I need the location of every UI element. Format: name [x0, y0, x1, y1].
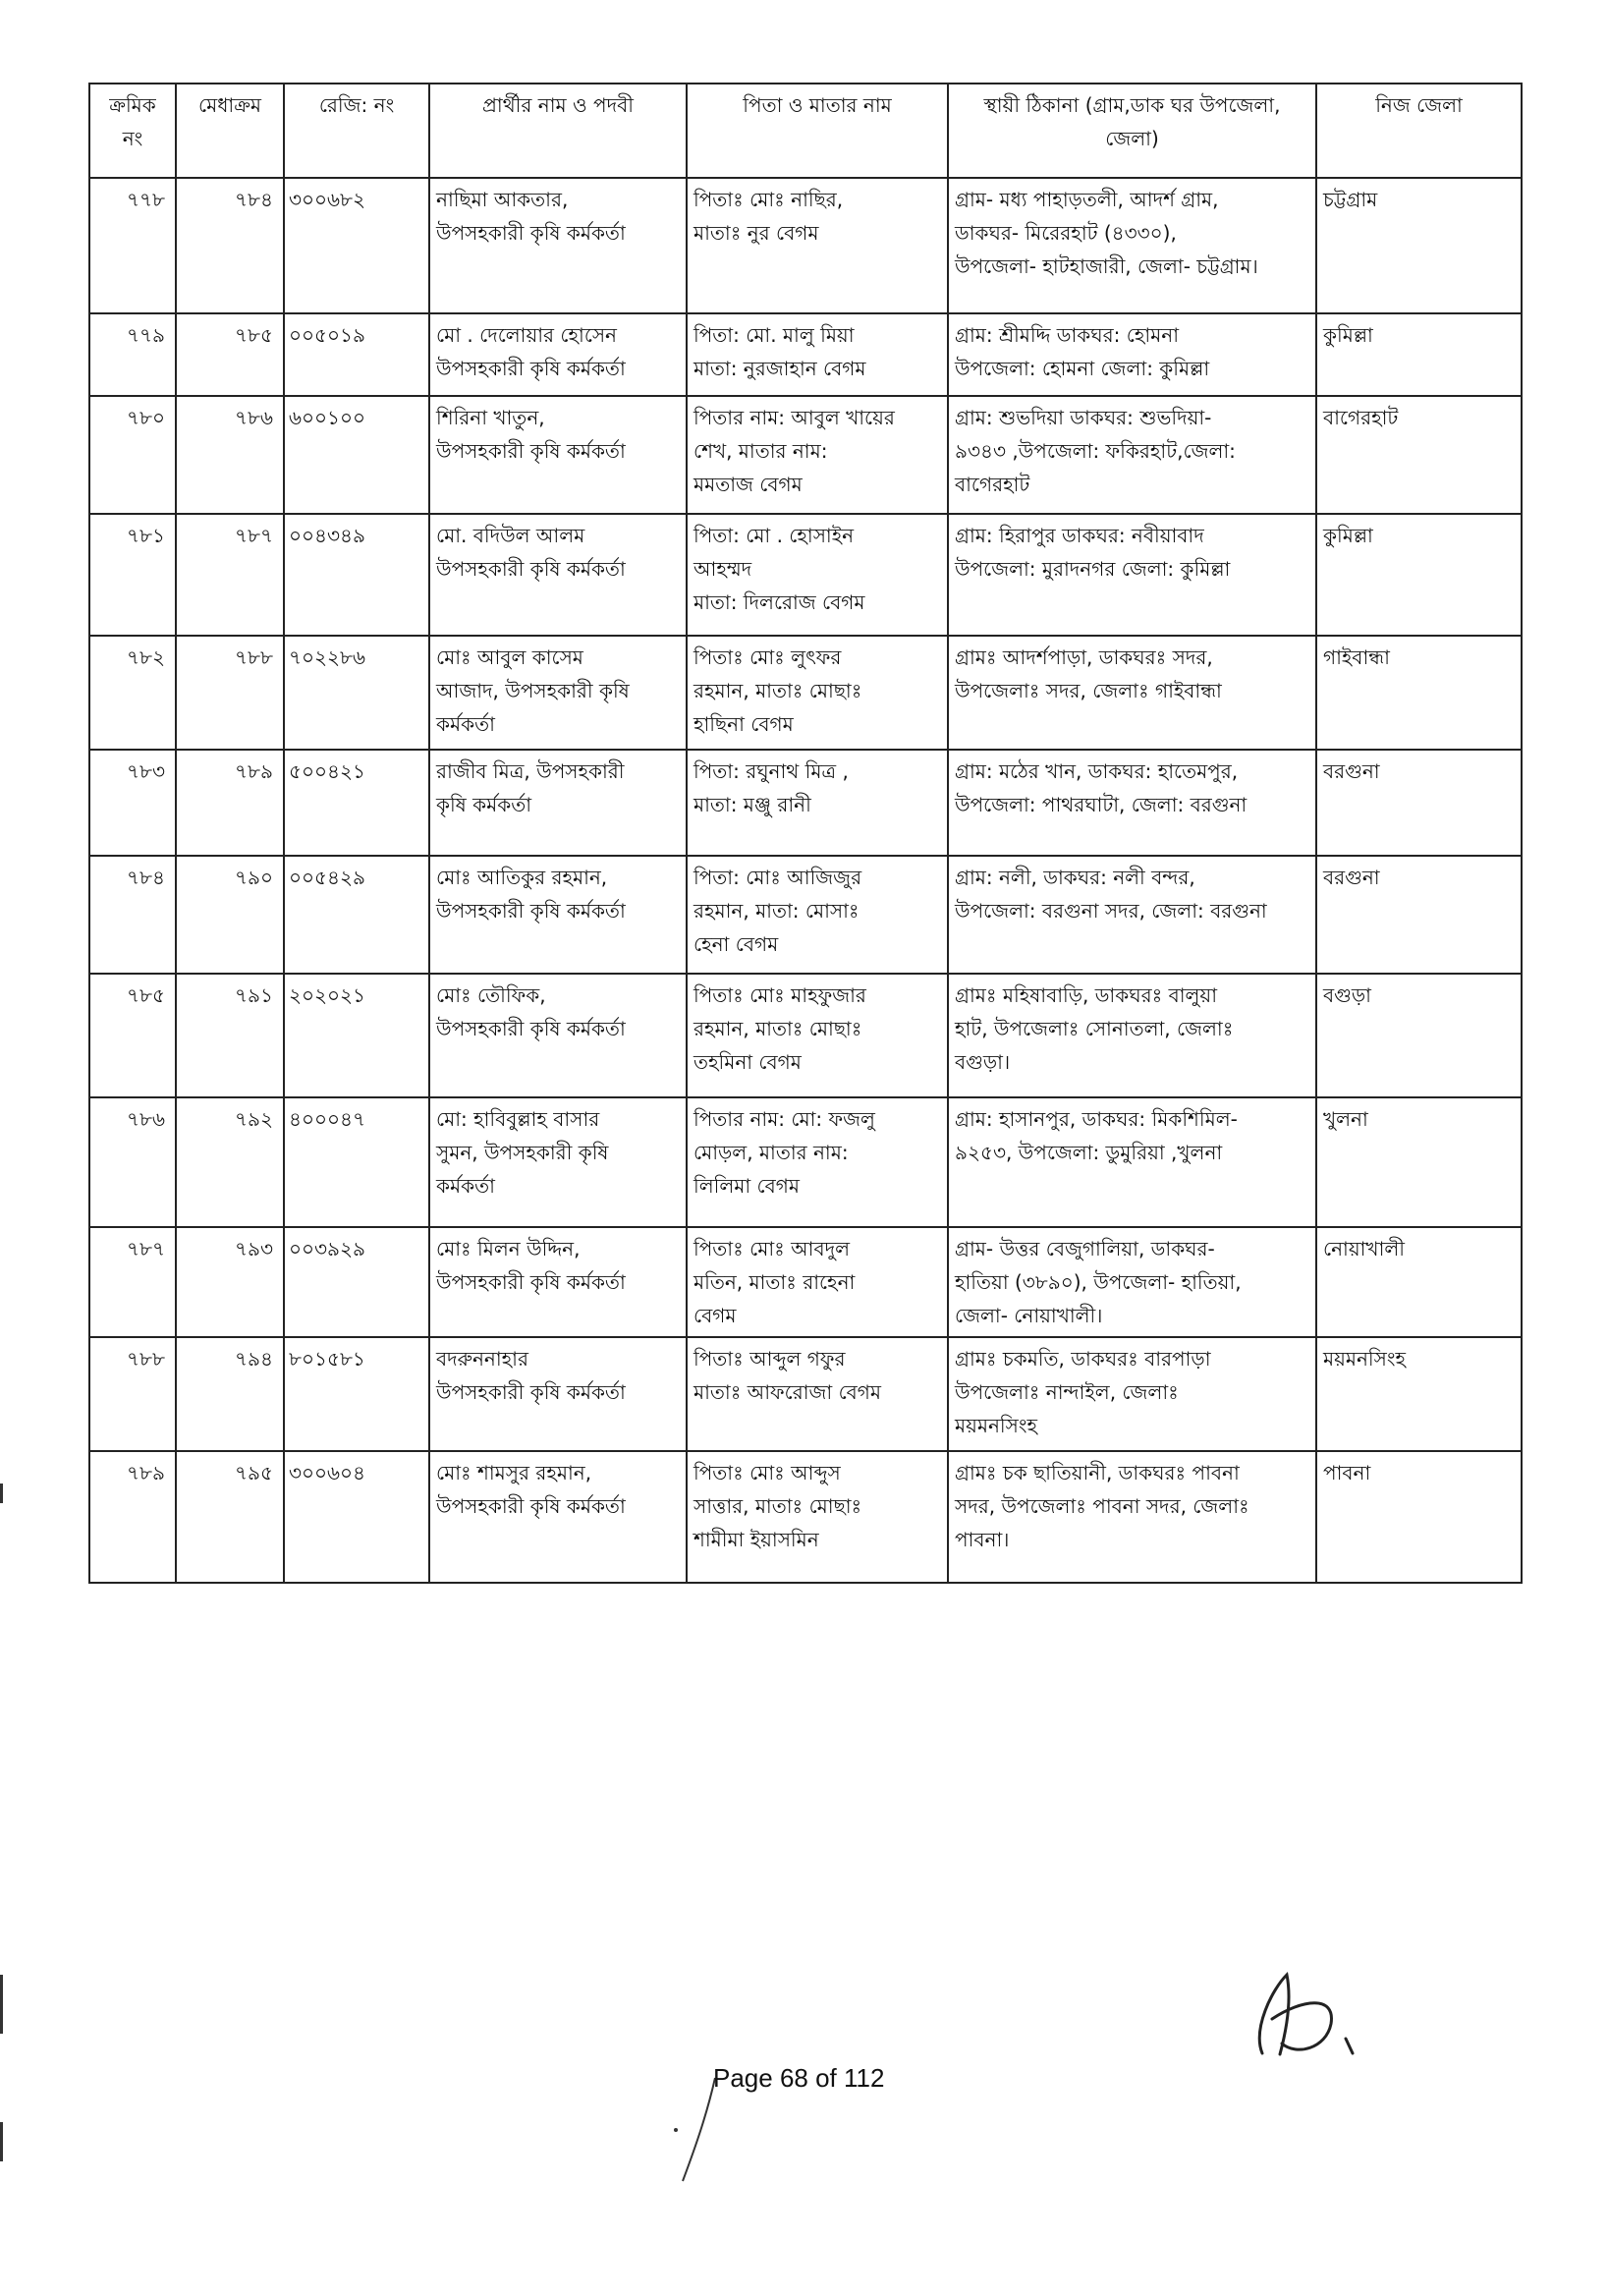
candidate-table: [88, 83, 1523, 1584]
cell-name: মোঃ আবুল কাসেম আজাদ, উপসহকারী কৃষি কর্মকর্তা: [429, 636, 687, 750]
header-merit: মেধাক্রম: [176, 84, 284, 178]
cell-merit: ৭৮৫: [176, 313, 284, 396]
cell-address: গ্রামঃ চকমতি, ডাকঘরঃ বারপাড়া উপজেলাঃ নান্দাইল, জেলাঃ ময়মনসিংহ: [948, 1337, 1316, 1451]
cell-serial: ৭৭৮: [89, 178, 176, 313]
cell-merit: ৭৮৪: [176, 178, 284, 313]
cell-reg: ০০৩৯২৯: [284, 1227, 429, 1337]
cell-merit: ৭৯০: [176, 856, 284, 974]
cell-reg: ৮০১৫৮১: [284, 1337, 429, 1451]
cell-address: গ্রাম- মধ্য পাহাড়তলী, আদর্শ গ্রাম, ডাকঘর- মিরেরহাট (৪৩৩০), উপজেলা- হাটহাজারী, জেলা- চট্টগ্রাম।: [948, 178, 1316, 313]
cell-merit: ৭৯১: [176, 974, 284, 1097]
cell-district: কুমিল্লা: [1316, 514, 1522, 636]
table-row: [89, 514, 1522, 636]
table-row: [89, 1227, 1522, 1337]
cell-name: মো: হাবিবুল্লাহ বাসার সুমন, উপসহকারী কৃষি কর্মকর্তা: [429, 1097, 687, 1227]
cell-parents: পিতাঃ মোঃ নাছির, মাতাঃ নুর বেগম: [687, 178, 948, 313]
cell-reg: ২০২০২১: [284, 974, 429, 1097]
cell-reg: ৬০০১০০: [284, 396, 429, 514]
cell-address: গ্রাম: হিরাপুর ডাকঘর: নবীয়াবাদ উপজেলা: মুরাদনগর জেলা: কুমিল্লা: [948, 514, 1316, 636]
header-parents: পিতা ও মাতার নাম: [687, 84, 948, 178]
cell-merit: ৭৮৯: [176, 750, 284, 856]
cell-district: গাইবান্ধা: [1316, 636, 1522, 750]
cell-address: গ্রামঃ চক ছাতিয়ানী, ডাকঘরঃ পাবনা সদর, উপজেলাঃ পাবনা সদর, জেলাঃ পাবনা।: [948, 1451, 1316, 1583]
cell-merit: ৭৯৫: [176, 1451, 284, 1583]
cell-merit: ৭৯৪: [176, 1337, 284, 1451]
cell-serial: ৭৮৯: [89, 1451, 176, 1583]
table-row: [89, 1097, 1522, 1227]
cell-district: নোয়াখালী: [1316, 1227, 1522, 1337]
cell-name: নাছিমা আকতার, উপসহকারী কৃষি কর্মকর্তা: [429, 178, 687, 313]
cell-reg: ৭০২২৮৬: [284, 636, 429, 750]
table-row: [89, 636, 1522, 750]
table-row: [89, 396, 1522, 514]
cell-district: বরগুনা: [1316, 750, 1522, 856]
cell-merit: ৭৯২: [176, 1097, 284, 1227]
header-district: নিজ জেলা: [1316, 84, 1522, 178]
cell-parents: পিতাঃ মোঃ লুৎফর রহমান, মাতাঃ মোছাঃ হাছিনা বেগম: [687, 636, 948, 750]
cell-address: গ্রাম- উত্তর বেজুগালিয়া, ডাকঘর- হাতিয়া (৩৮৯০), উপজেলা- হাতিয়া, জেলা- নোয়াখালী।: [948, 1227, 1316, 1337]
cell-address: গ্রাম: নলী, ডাকঘর: নলী বন্দর, উপজেলা: বরগুনা সদর, জেলা: বরগুনা: [948, 856, 1316, 974]
cell-name: মোঃ মিলন উদ্দিন, উপসহকারী কৃষি কর্মকর্তা: [429, 1227, 687, 1337]
cell-district: কুমিল্লা: [1316, 313, 1522, 396]
header-reg: রেজি: নং: [284, 84, 429, 178]
cell-parents: পিতার নাম: আবুল খায়ের শেখ, মাতার নাম: মমতাজ বেগম: [687, 396, 948, 514]
cell-reg: ৫০০৪২১: [284, 750, 429, 856]
cell-reg: ৩০০৬৮২: [284, 178, 429, 313]
table-row: [89, 974, 1522, 1097]
cell-merit: ৭৮৬: [176, 396, 284, 514]
header-serial: ক্রমিক নং: [89, 84, 176, 178]
cell-parents: পিতাঃ মোঃ আব্দুস সাত্তার, মাতাঃ মোছাঃ শামীমা ইয়াসমিন: [687, 1451, 948, 1583]
cell-district: বরগুনা: [1316, 856, 1522, 974]
scan-edge-mark: [0, 2122, 3, 2161]
cell-address: গ্রামঃ আদর্শপাড়া, ডাকঘরঃ সদর, উপজেলাঃ সদর, জেলাঃ গাইবান্ধা: [948, 636, 1316, 750]
cell-serial: ৭৮৬: [89, 1097, 176, 1227]
cell-parents: পিতাঃ আব্দুল গফুর মাতাঃ আফরোজা বেগম: [687, 1337, 948, 1451]
cell-merit: ৭৮৭: [176, 514, 284, 636]
table-row: [89, 1337, 1522, 1451]
cell-name: রাজীব মিত্র, উপসহকারী কৃষি কর্মকর্তা: [429, 750, 687, 856]
cell-parents: পিতাঃ মোঃ আবদুল মতিন, মাতাঃ রাহেনা বেগম: [687, 1227, 948, 1337]
cell-reg: ০০৫৪২৯: [284, 856, 429, 974]
cell-name: মো . দেলোয়ার হোসেন উপসহকারী কৃষি কর্মকর্তা: [429, 313, 687, 396]
cell-district: চট্টগ্রাম: [1316, 178, 1522, 313]
signature-mark: [1243, 1960, 1390, 2068]
header-name: প্রার্থীর নাম ও পদবী: [429, 84, 687, 178]
cell-reg: ০০৫০১৯: [284, 313, 429, 396]
cell-address: গ্রাম: হাসানপুর, ডাকঘর: মিকশিমিল- ৯২৫৩, উপজেলা: ডুমুরিয়া ,খুলনা: [948, 1097, 1316, 1227]
cell-district: বগুড়া: [1316, 974, 1522, 1097]
cell-parents: পিতা: রঘুনাথ মিত্র , মাতা: মঞ্জু রানী: [687, 750, 948, 856]
cell-serial: ৭৮১: [89, 514, 176, 636]
header-address: স্থায়ী ঠিকানা (গ্রাম,ডাক ঘর উপজেলা, জেলা): [948, 84, 1316, 178]
cell-serial: ৭৮৭: [89, 1227, 176, 1337]
cell-merit: ৭৯৩: [176, 1227, 284, 1337]
cell-district: পাবনা: [1316, 1451, 1522, 1583]
cell-merit: ৭৮৮: [176, 636, 284, 750]
table-body: [89, 178, 1522, 1583]
cell-parents: পিতা: মোঃ আজিজুর রহমান, মাতা: মোসাঃ হেনা বেগম: [687, 856, 948, 974]
cell-name: মোঃ তৌফিক, উপসহকারী কৃষি কর্মকর্তা: [429, 974, 687, 1097]
cell-serial: ৭৮৫: [89, 974, 176, 1097]
cell-address: গ্রামঃ মহিষাবাড়ি, ডাকঘরঃ বালুয়া হাট, উপজেলাঃ সোনাতলা, জেলাঃ বগুড়া।: [948, 974, 1316, 1097]
cell-address: গ্রাম: শুভদিয়া ডাকঘর: শুভদিয়া- ৯৩৪৩ ,উপজেলা: ফকিরহাট,জেলা: বাগেরহাট: [948, 396, 1316, 514]
cell-parents: পিতা: মো. মালু মিয়া মাতা: নুরজাহান বেগম: [687, 313, 948, 396]
cell-serial: ৭৮৪: [89, 856, 176, 974]
cell-name: শিরিনা খাতুন, উপসহকারী কৃষি কর্মকর্তা: [429, 396, 687, 514]
cell-district: খুলনা: [1316, 1097, 1522, 1227]
cell-address: গ্রাম: মঠের খান, ডাকঘর: হাতেমপুর, উপজেলা: পাথরঘাটা, জেলা: বরগুনা: [948, 750, 1316, 856]
cell-parents: পিতাঃ মোঃ মাহফুজার রহমান, মাতাঃ মোছাঃ তহমিনা বেগম: [687, 974, 948, 1097]
cell-district: ময়মনসিংহ: [1316, 1337, 1522, 1451]
cell-reg: ০০৪৩৪৯: [284, 514, 429, 636]
table-row: [89, 750, 1522, 856]
table-header-row: [89, 84, 1522, 178]
table-row: [89, 856, 1522, 974]
cell-serial: ৭৭৯: [89, 313, 176, 396]
cell-name: মোঃ আতিকুর রহমান, উপসহকারী কৃষি কর্মকর্তা: [429, 856, 687, 974]
cell-parents: পিতার নাম: মো: ফজলু মোড়ল, মাতার নাম: লিলিমা বেগম: [687, 1097, 948, 1227]
scan-edge-mark: [0, 1975, 3, 2034]
cell-district: বাগেরহাট: [1316, 396, 1522, 514]
cell-serial: ৭৮৮: [89, 1337, 176, 1451]
cell-serial: ৭৮৩: [89, 750, 176, 856]
table-row: [89, 178, 1522, 313]
cell-parents: পিতা: মো . হোসাইন আহম্মদ মাতা: দিলরোজ বেগম: [687, 514, 948, 636]
table-row: [89, 313, 1522, 396]
cell-address: গ্রাম: শ্রীমদ্দি ডাকঘর: হোমনা উপজেলা: হোমনা জেলা: কুমিল্লা: [948, 313, 1316, 396]
cell-serial: ৭৮০: [89, 396, 176, 514]
cell-name: মোঃ শামসুর রহমান, উপসহকারী কৃষি কর্মকর্তা: [429, 1451, 687, 1583]
cell-reg: ৩০০৬০৪: [284, 1451, 429, 1583]
cell-reg: ৪০০০৪৭: [284, 1097, 429, 1227]
cell-name: বদরুননাহার উপসহকারী কৃষি কর্মকর্তা: [429, 1337, 687, 1451]
page-number: Page 68 of 112: [713, 2063, 885, 2093]
cell-serial: ৭৮২: [89, 636, 176, 750]
table-row: [89, 1451, 1522, 1583]
cell-name: মো. বদিউল আলম উপসহকারী কৃষি কর্মকর্তা: [429, 514, 687, 636]
scan-edge-mark: [0, 1484, 3, 1503]
